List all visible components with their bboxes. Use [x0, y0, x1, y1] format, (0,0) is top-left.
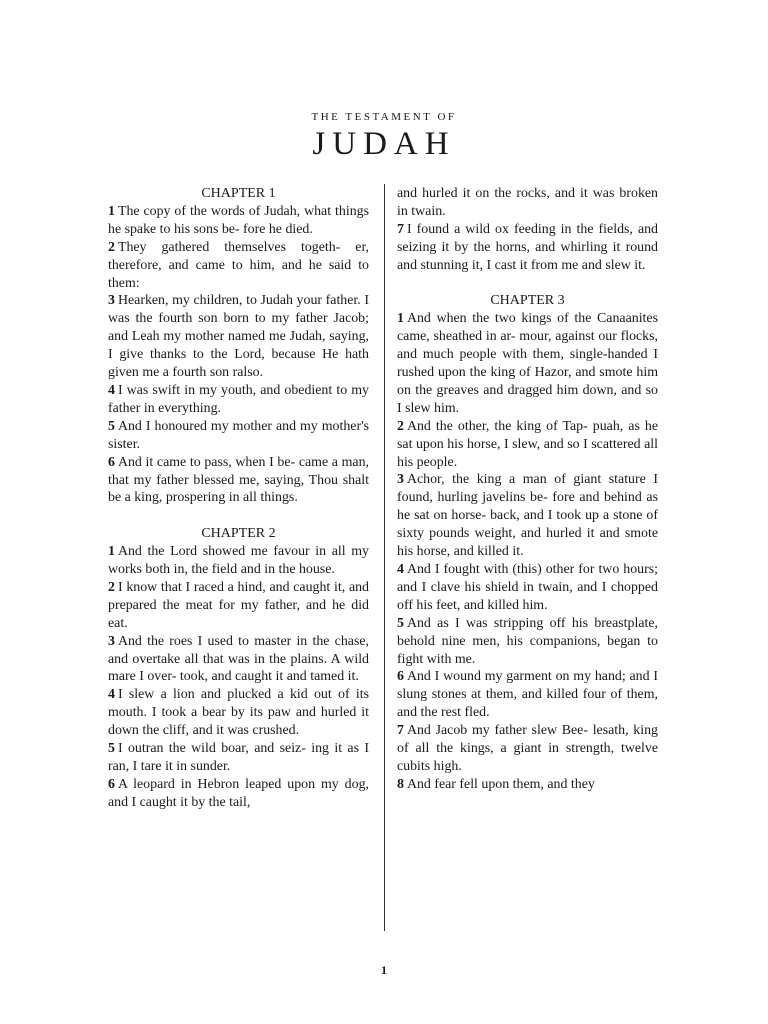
verse-text: I know that I raced a hind, and caught it, and prepared the meat for my father, and he did eat.	[108, 579, 369, 631]
right-column	[397, 185, 658, 794]
left-column	[108, 185, 369, 812]
chapter-heading: CHAPTER 3	[490, 293, 565, 309]
chapter-heading: CHAPTER 1	[201, 186, 276, 201]
verse-text: And fear fell upon them, and they	[406, 776, 595, 792]
verse-number: 2	[397, 418, 404, 434]
verse-number: 3	[397, 472, 404, 488]
verse-text: I outran the wild boar, and seiz- ing it as I ran, I tare it in sunder.	[108, 741, 369, 774]
verse	[108, 239, 369, 293]
verse-number: 3	[108, 633, 115, 649]
verse-text: Achor, the king a man of giant stature I found, hurling javelins be- fore and behind as he sat on horse- back, and I took up a stone of sixty pounds weight, and hurled it and smote his horse, and killed it.	[397, 472, 658, 560]
verse-text: And the other, the king of Tap- puah, as he sat upon his horse, I slew, and so I scattered all his people.	[397, 418, 658, 470]
verse-text: And I honoured my mother and my mother's sister.	[108, 418, 369, 452]
verse-text: I was swift in my youth, and obedient to my father in everything.	[108, 382, 369, 416]
verse	[397, 668, 658, 722]
verse-number: 7	[397, 221, 404, 237]
verse	[108, 418, 369, 454]
verse-text: And Jacob my father slew Bee- lesath, king of all the kings, a giant in strength, twelve cubits high.	[397, 723, 658, 774]
verse	[108, 776, 369, 812]
verse-continuation	[397, 185, 658, 221]
verse-number: 8	[397, 776, 404, 792]
verse-number: 4	[397, 562, 404, 578]
verse-text: and hurled it on the rocks, and it was broken in twain.	[397, 186, 658, 219]
verse	[108, 633, 369, 687]
verse-number: 4	[108, 687, 115, 703]
verse-number: 2	[108, 239, 115, 255]
verse-text: They gathered themselves togeth- er, therefore, and came to him, and he said to them:	[108, 239, 369, 291]
verse-number: 6	[108, 454, 115, 470]
verse-text: And I fought with (this) other for two hours; and I clave his shield in twain, and I chopped off his feet, and killed him.	[397, 562, 658, 613]
verse	[397, 722, 658, 776]
verse-text: And the roes I used to master in the chase, and overtake all that was in the plains. A wild mare I over- took, and caught it and tamed it.	[108, 633, 369, 685]
verse-text: And as I was stripping off his breastplate, behold nine men, his companions, began to fight with me.	[397, 615, 658, 667]
column-divider	[384, 184, 385, 931]
book-title: JUDAH	[312, 126, 456, 162]
verse-number: 7	[397, 723, 404, 739]
verse-text: I found a wild ox feeding in the fields, and seizing it by the horns, and whirling it round and stunning it, I cast it from me and slew it.	[397, 221, 658, 273]
verse-text: I slew a lion and plucked a kid out of its mouth. I took a bear by its paw and hurled it down the cliff, and it was crushed.	[108, 687, 369, 739]
verse	[397, 615, 658, 669]
verse-text: And it came to pass, when I be- came a man, that my father blessed me, saying, Thou shalt be a king, prospering in all things.	[108, 454, 369, 506]
verse-number: 1	[108, 544, 115, 560]
verse-text: And I wound my garment on my hand; and I slung stones at them, and killed four of them, and the rest fled.	[397, 669, 658, 721]
verse	[397, 310, 658, 417]
verse-number: 1	[397, 311, 404, 327]
verse-number: 5	[108, 741, 115, 757]
verse	[397, 471, 658, 561]
verse-number: 6	[108, 776, 115, 792]
verse	[108, 579, 369, 633]
book-subtitle: THE TESTAMENT OF	[311, 111, 457, 123]
verse-text: The copy of the words of Judah, what things he spake to his sons be- fore he died.	[108, 203, 369, 237]
verse-number: 5	[108, 418, 115, 434]
verse-number: 1	[108, 203, 115, 219]
verse	[397, 221, 658, 275]
verse	[108, 686, 369, 740]
verse-number: 5	[397, 615, 404, 631]
verse-text: A leopard in Hebron leaped upon my dog, and I caught it by the tail,	[108, 776, 369, 810]
chapter-heading: CHAPTER 2	[201, 526, 276, 542]
verse-number: 4	[108, 382, 115, 398]
verse	[397, 776, 658, 794]
verse	[108, 543, 369, 579]
verse-number: 2	[108, 579, 115, 595]
verse-number: 6	[397, 669, 404, 685]
verse	[397, 418, 658, 472]
verse	[108, 382, 369, 418]
verse	[108, 740, 369, 776]
verse	[108, 454, 369, 508]
verse	[108, 203, 369, 239]
verse-text: And the Lord showed me favour in all my works both in, the field and in the house.	[108, 544, 369, 578]
verse-text: And when the two kings of the Canaanites came, sheathed in ar- mour, against our flocks, and much people with them, single-handed I rushed upon the king of Hazor, and smote him on the greaves and dragged him down, and so I slew him.	[397, 311, 658, 416]
page-number: 1	[381, 963, 387, 977]
verse-number: 3	[108, 293, 115, 309]
verse-text: Hearken, my children, to Judah your father. I was the fourth son born to my father Jacob; and Leah my mother named me Judah, saying, I give thanks to the Lord, because He hath given me a fourth son ralso.	[108, 293, 369, 381]
verse	[397, 561, 658, 615]
verse	[108, 292, 369, 382]
